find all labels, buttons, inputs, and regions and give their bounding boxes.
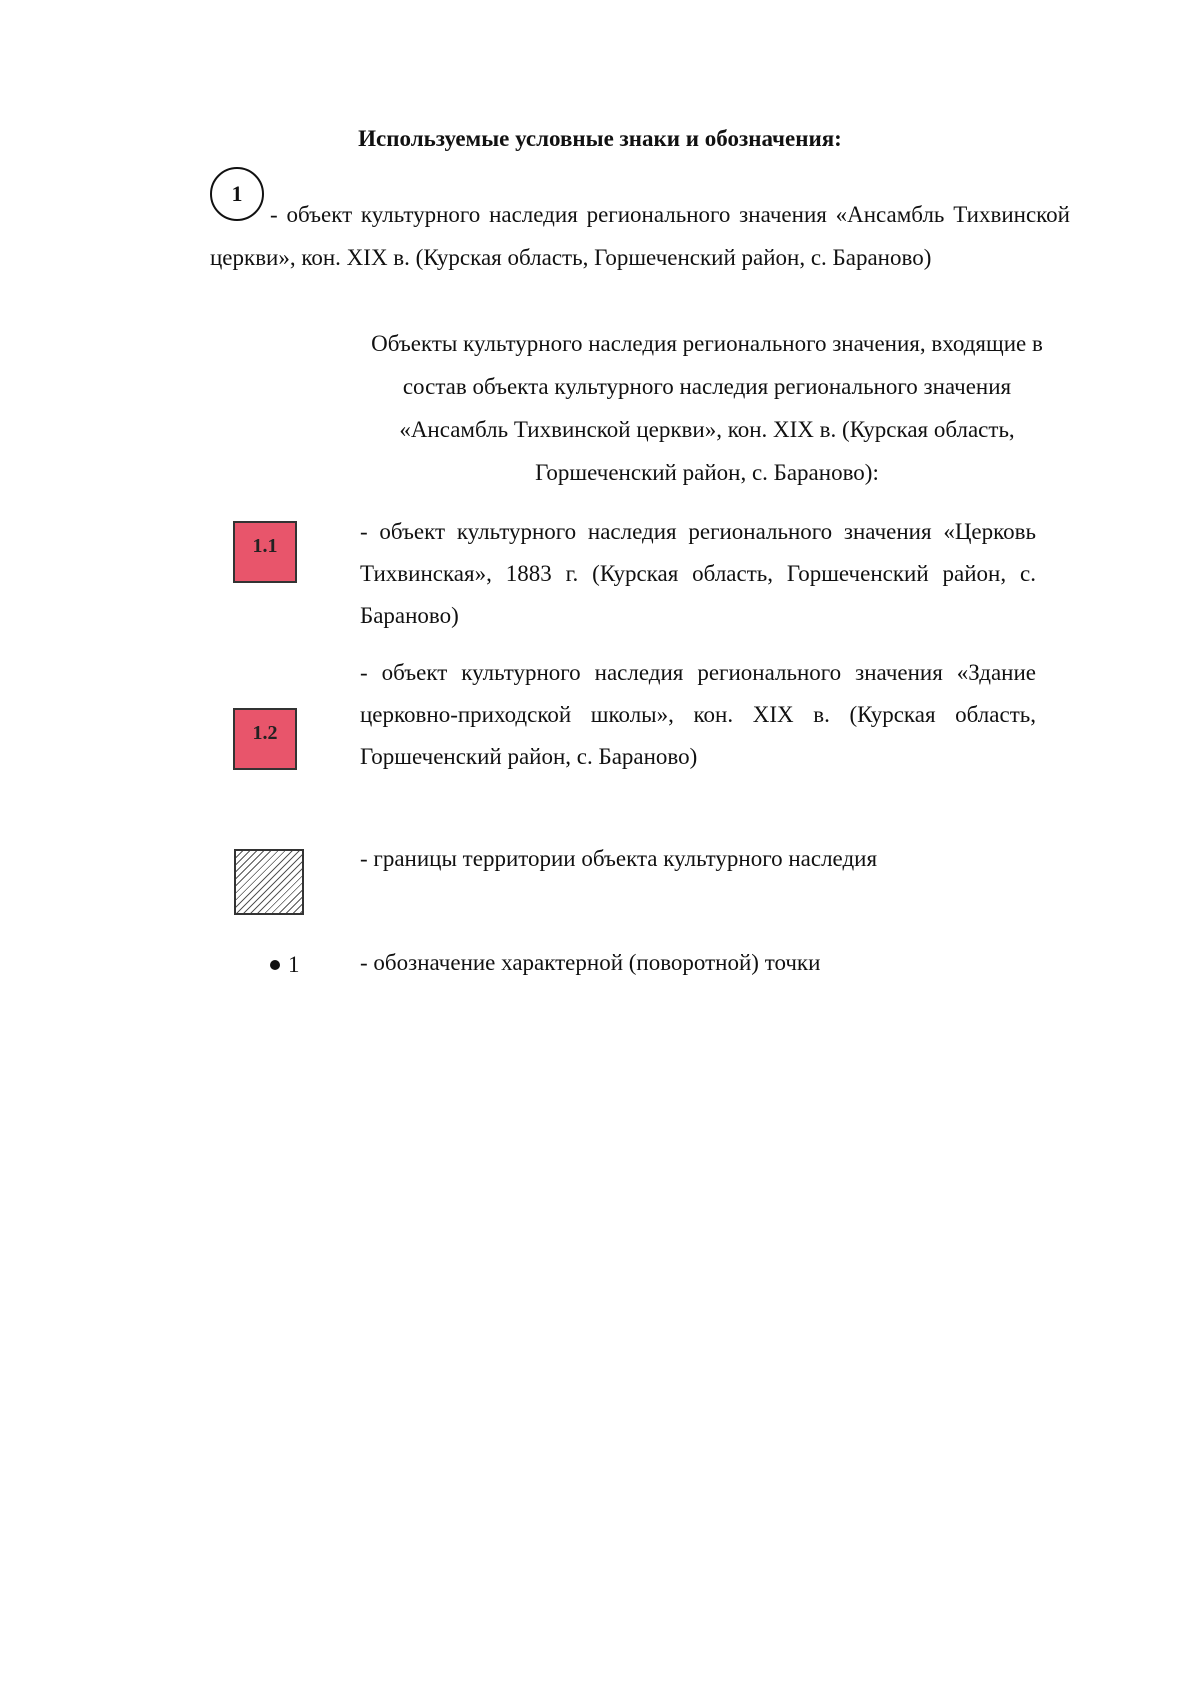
object-marker-label: 1.1 — [252, 535, 278, 557]
object-marker-label: 1.2 — [252, 722, 278, 744]
main-object-description: - объект культурного наследия регионального значения «Ансамбль Тихвинской церкви», кон. XIX в. (Курская область, Горшеченский район, с. Бараново) — [210, 202, 1070, 270]
sub-objects-heading: Объекты культурного наследия регионального значения, входящие в состав объекта культурного наследия регионального значения «Ансамбль Тихвинской церкви», кон. XIX в. (Курская область, Горшеченский район, с. Бараново): — [371, 331, 1043, 485]
object-description-1-2: - объект культурного наследия регионального значения «Здание церковно-приходской школы», кон. XIX в. (Курская область, Горшеченский район, с. Бараново) — [360, 660, 1036, 769]
territory-boundary-description: - границы территории объекта культурного наследия — [360, 846, 878, 871]
turning-point-description: - обозначение характерной (поворотной) точки — [360, 950, 821, 975]
legend-title: Используемые условные знаки и обозначения: — [358, 126, 842, 151]
object-marker-1-2 — [233, 708, 297, 770]
turning-point-marker — [270, 952, 300, 978]
point-dot-icon — [270, 960, 280, 970]
object-description-1-1: - объект культурного наследия регионального значения «Церковь Тихвинская», 1883 г. (Курская область, Горшеченский район, с. Бараново) — [360, 519, 1036, 628]
point-marker-label: 1 — [288, 952, 300, 977]
circle-marker-number: 1 — [231, 181, 243, 206]
territory-hatch-symbol — [234, 849, 304, 915]
object-marker-1-1 — [233, 521, 297, 583]
